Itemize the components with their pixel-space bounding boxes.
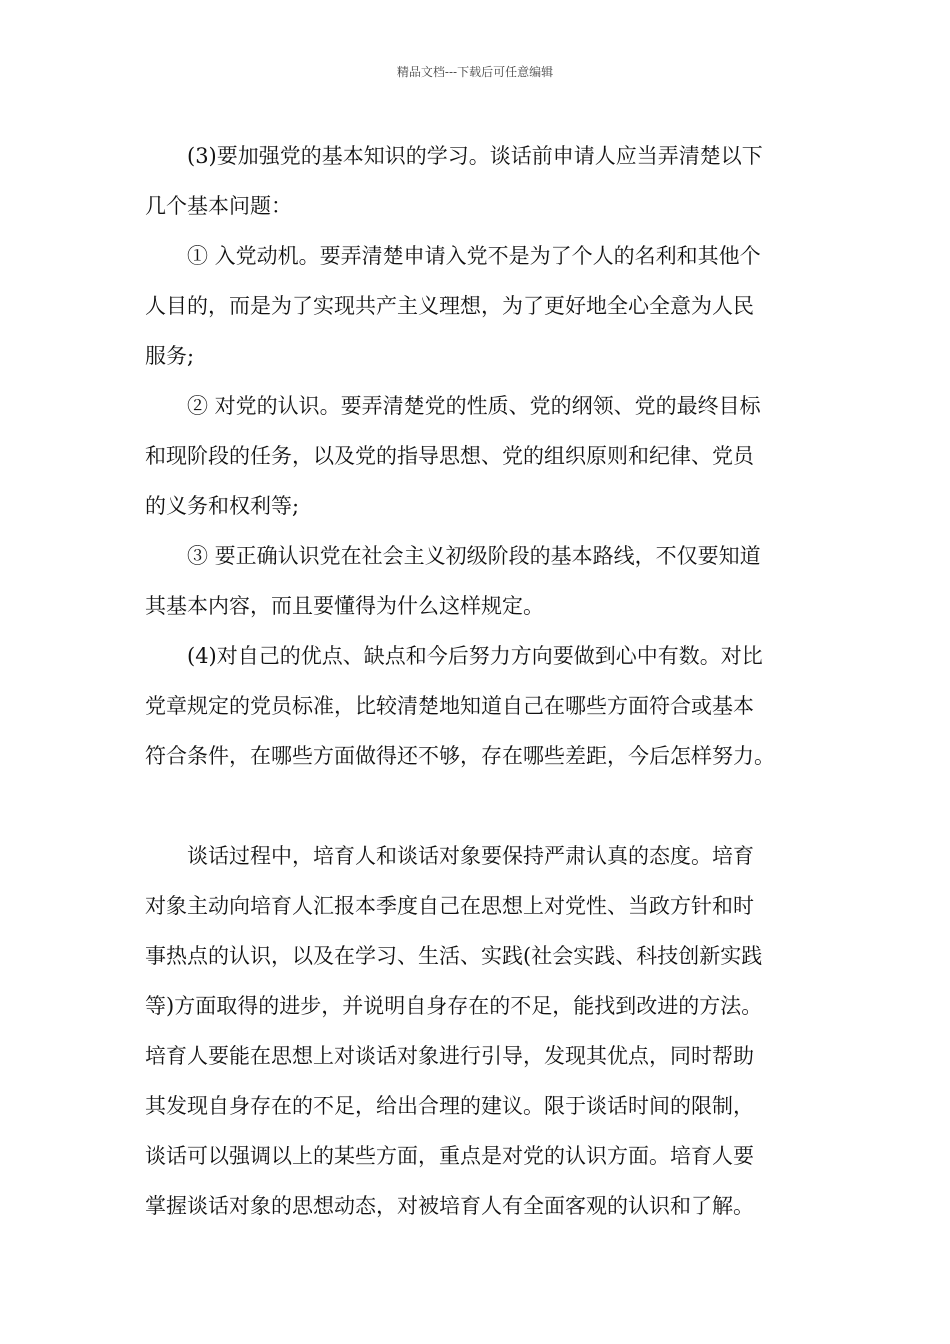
text-line: 和现阶段的任务，以及党的指导思想、党的组织原则和纪律、党员 bbox=[145, 444, 754, 468]
text-line: ③ 要正确认识党在社会主义初级阶段的基本路线，不仅要知道 bbox=[187, 544, 761, 568]
text-line: 几个基本问题： bbox=[145, 194, 292, 218]
text-line: ② 对党的认识。要弄清楚党的性质、党的纲领、党的最终目标 bbox=[187, 394, 761, 418]
document-body bbox=[145, 131, 805, 1231]
text-line: 事热点的认识，以及在学习、生活、实践(社会实践、科技创新实践 bbox=[145, 944, 763, 968]
text-line: 服务; bbox=[145, 344, 195, 368]
text-line: 对象主动向培育人汇报本季度自己在思想上对党性、当政方针和时 bbox=[145, 894, 754, 918]
paragraph-motivation bbox=[145, 231, 805, 381]
text-line: 等)方面取得的进步，并说明自身存在的不足，能找到改进的方法。 bbox=[145, 994, 763, 1018]
paragraph-spacer bbox=[145, 781, 805, 831]
text-line: 谈话过程中，培育人和谈话对象要保持严肃认真的态度。培育 bbox=[187, 844, 754, 868]
text-line: (4)对自己的优点、缺点和今后努力方向要做到心中有数。对比 bbox=[187, 644, 763, 668]
text-line: 掌握谈话对象的思想动态，对被培育人有全面客观的认识和了解。 bbox=[145, 1194, 754, 1218]
text-line: 谈话可以强调以上的某些方面，重点是对党的认识方面。培育人要 bbox=[145, 1144, 754, 1168]
text-line: 符合条件，在哪些方面做得还不够，存在哪些差距，今后怎样努力。 bbox=[145, 744, 775, 768]
paragraph-conversation-process bbox=[145, 831, 805, 1231]
paragraph-basic-line bbox=[145, 531, 805, 631]
text-line: 人目的，而是为了实现共产主义理想，为了更好地全心全意为人民 bbox=[145, 294, 754, 318]
paragraph-study-basics bbox=[145, 131, 805, 231]
text-line: ① 入党动机。要弄清楚申请入党不是为了个人的名利和其他个 bbox=[187, 244, 761, 268]
text-line: 其基本内容，而且要懂得为什么这样规定。 bbox=[145, 594, 544, 618]
paragraph-self-assessment bbox=[145, 631, 805, 781]
text-line: (3)要加强党的基本知识的学习。谈话前申请人应当弄清楚以下 bbox=[187, 144, 763, 168]
page-header: 精品文档---下载后可任意编辑 bbox=[396, 65, 554, 79]
text-line: 党章规定的党员标准，比较清楚地知道自己在哪些方面符合或基本 bbox=[145, 694, 754, 718]
text-line: 培育人要能在思想上对谈话对象进行引导，发现其优点，同时帮助 bbox=[145, 1044, 754, 1068]
text-line: 的义务和权利等; bbox=[145, 494, 300, 518]
paragraph-understanding bbox=[145, 381, 805, 531]
text-line: 其发现自身存在的不足，给出合理的建议。限于谈话时间的限制， bbox=[145, 1094, 754, 1118]
